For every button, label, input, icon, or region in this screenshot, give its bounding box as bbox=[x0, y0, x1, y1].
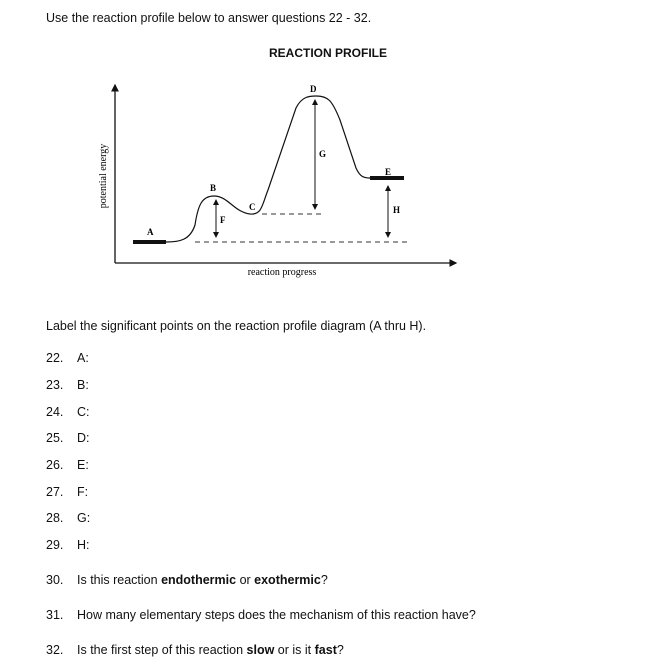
reaction-profile-diagram bbox=[0, 0, 667, 300]
label-a: A bbox=[147, 227, 154, 237]
question-text: F: bbox=[77, 485, 89, 499]
text: ? bbox=[320, 573, 328, 587]
bold-term: exothermic bbox=[254, 573, 321, 587]
label-c: C bbox=[249, 202, 256, 212]
bold-term: slow bbox=[246, 643, 275, 657]
label-h: H bbox=[393, 205, 401, 215]
instruction-text: Label the significant points on the reaction profile diagram (A thru H). bbox=[46, 319, 427, 333]
question-number: 26. bbox=[46, 458, 64, 472]
question-text: How many elementary steps does the mechanism of this reaction have? bbox=[77, 608, 476, 622]
text: or is it bbox=[274, 643, 315, 657]
question-number: 28. bbox=[46, 511, 64, 525]
text: Is the first step of this reaction bbox=[77, 643, 247, 657]
diagram-title: REACTION PROFILE bbox=[269, 46, 388, 60]
text: ? bbox=[336, 643, 344, 657]
label-d: D bbox=[310, 84, 317, 94]
question-text: H: bbox=[77, 538, 90, 552]
question-text bbox=[77, 643, 344, 657]
question-text: D: bbox=[77, 431, 90, 445]
label-e: E bbox=[385, 167, 392, 177]
text: Is this reaction bbox=[77, 573, 162, 587]
question-text: B: bbox=[77, 378, 89, 392]
question-text: A: bbox=[77, 351, 89, 365]
question-number: 31. bbox=[46, 608, 64, 622]
x-axis-label: reaction progress bbox=[247, 267, 317, 278]
label-f: F bbox=[220, 215, 226, 225]
text: or bbox=[236, 573, 255, 587]
question-number: 22. bbox=[46, 351, 64, 365]
label-g: G bbox=[319, 149, 327, 159]
question-text: G: bbox=[77, 511, 91, 525]
bold-term: endothermic bbox=[161, 573, 237, 587]
question-number: 27. bbox=[46, 485, 64, 499]
question-number: 24. bbox=[46, 405, 64, 419]
question-number: 30. bbox=[46, 573, 64, 587]
question-number: 23. bbox=[46, 378, 64, 392]
energy-curve bbox=[166, 96, 370, 242]
intro-text: Use the reaction profile below to answer questions 22 - 32. bbox=[46, 11, 372, 25]
bold-term: fast bbox=[314, 643, 337, 657]
question-number: 25. bbox=[46, 431, 64, 445]
question-text bbox=[77, 573, 328, 587]
question-number: 32. bbox=[46, 643, 64, 657]
question-text: E: bbox=[77, 458, 89, 472]
question-number: 29. bbox=[46, 538, 64, 552]
label-b: B bbox=[210, 183, 217, 193]
question-text: C: bbox=[77, 405, 90, 419]
y-axis-label: potential energy bbox=[98, 143, 109, 209]
bar-a bbox=[133, 240, 166, 244]
